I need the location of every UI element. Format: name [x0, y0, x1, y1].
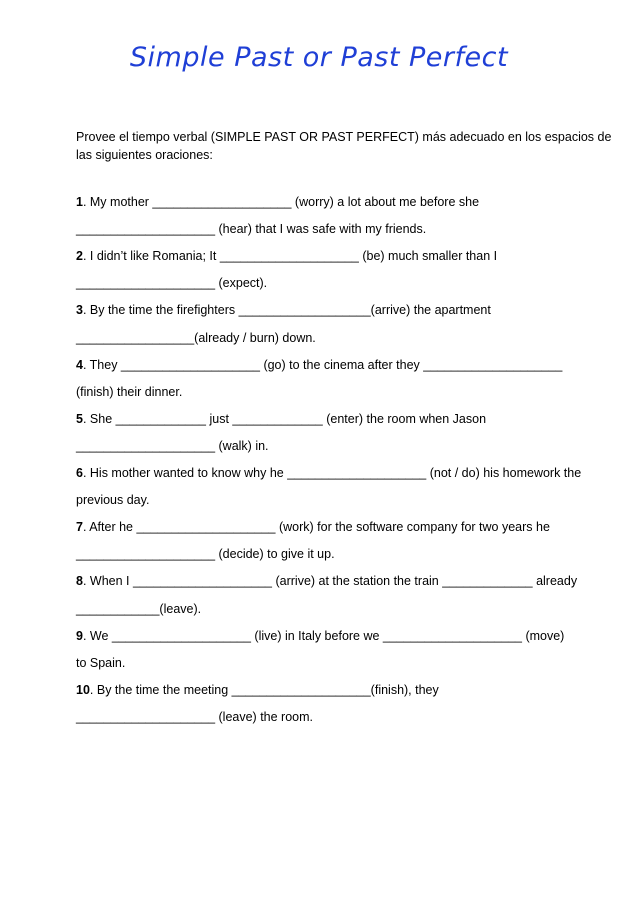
- exercise-text: . She _____________ just _____________ (enter) the room when Jason: [82, 411, 487, 426]
- exercise-text: (finish) their dinner.: [76, 384, 183, 399]
- exercise-line: [76, 655, 596, 671]
- page-title: Simple Past or Past Perfect: [129, 42, 509, 73]
- exercise-text: ____________(leave).: [76, 601, 202, 616]
- exercise-line: [76, 302, 596, 318]
- exercise-text: ____________________ (leave) the room.: [76, 709, 313, 724]
- exercise-text: . By the time the meeting ____________________(finish), they: [89, 682, 439, 697]
- exercise-line: [76, 492, 596, 508]
- exercise-number: 8: [76, 574, 83, 589]
- exercise-text: _________________(already / burn) down.: [76, 330, 316, 345]
- exercise-text: . After he ____________________ (work) for the software company for two years he: [82, 520, 550, 535]
- exercise-number: 10: [76, 682, 90, 697]
- exercise-line: [76, 546, 596, 562]
- exercise-line: [76, 519, 596, 535]
- exercise-number: 3: [76, 303, 83, 318]
- exercise-number: 4: [76, 357, 83, 372]
- exercise-text: . His mother wanted to know why he ____________________ (not / do) his homework the: [82, 466, 582, 480]
- exercise-number: 7: [76, 520, 83, 535]
- exercise-text: previous day.: [76, 493, 150, 508]
- exercise-text: . They ____________________ (go) to the cinema after they ____________________: [82, 357, 563, 372]
- exercise-line: [76, 465, 596, 481]
- exercise-text: . When I ____________________ (arrive) at the station the train _____________ already: [82, 574, 578, 589]
- instructions-text: Provee el tiempo verbal (SIMPLE PAST OR PAST PERFECT) más adecuado en los espacios de las siguientes oraciones:: [76, 130, 612, 162]
- exercise-line: [76, 221, 596, 237]
- exercise-number: 1: [76, 195, 83, 209]
- exercise-line: [76, 438, 596, 454]
- exercise-text: ____________________ (expect).: [76, 276, 268, 291]
- exercise-line: [76, 275, 596, 291]
- exercise-number: 9: [76, 628, 83, 643]
- exercise-line: [76, 384, 596, 400]
- exercise-number: 2: [76, 249, 83, 264]
- exercise-text: ____________________ (decide) to give it up.: [76, 547, 335, 562]
- exercise-line: [76, 573, 596, 589]
- exercise-text: . I didn’t like Romania; It ____________________ (be) much smaller than I: [82, 249, 498, 264]
- exercise-line: [76, 411, 596, 427]
- exercise-line: [76, 682, 596, 698]
- exercise-text: . We ____________________ (live) in Italy before we ____________________ (move): [82, 628, 565, 643]
- exercise-line: [76, 628, 596, 644]
- exercise-text: ____________________ (walk) in.: [76, 438, 269, 453]
- exercise-line: [76, 194, 596, 210]
- exercise-text: ____________________ (hear) that I was safe with my friends.: [76, 222, 427, 237]
- exercise-text: . My mother ____________________ (worry) a lot about me before she: [82, 195, 480, 209]
- exercise-line: [76, 709, 596, 725]
- exercise-line: [76, 601, 596, 617]
- exercise-number: 5: [76, 411, 83, 426]
- exercise-line: [76, 357, 596, 373]
- exercise-text: to Spain.: [76, 655, 126, 670]
- exercise-line: [76, 248, 596, 264]
- exercise-number: 6: [76, 466, 83, 480]
- exercise-text: . By the time the firefighters ___________________(arrive) the apartment: [82, 303, 491, 318]
- exercise-line: [76, 330, 596, 346]
